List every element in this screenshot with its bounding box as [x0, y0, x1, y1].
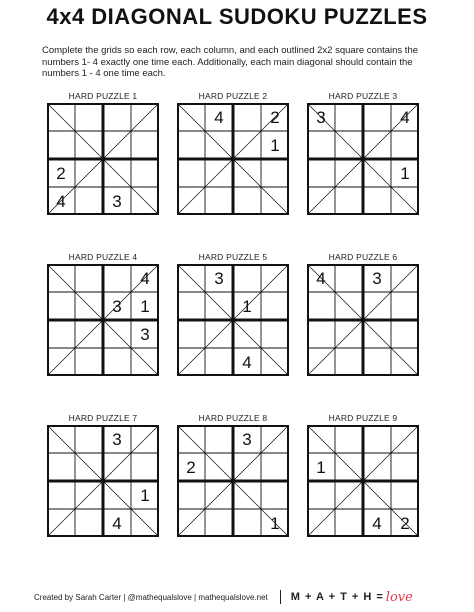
given-number: 1	[140, 297, 150, 316]
puzzle-label: HARD PUZZLE 9	[328, 413, 398, 423]
sudoku-grid	[307, 264, 419, 376]
given-number: 4	[316, 269, 326, 288]
footer-divider	[280, 590, 281, 604]
given-number: 4	[242, 353, 252, 372]
sudoku-grid	[307, 103, 419, 215]
given-number: 3	[140, 325, 150, 344]
sudoku-grid	[177, 425, 289, 537]
puzzle-6	[307, 252, 419, 376]
sudoku-grid	[177, 264, 289, 376]
footer-brand: M + A + T + H =	[290, 591, 384, 603]
given-number: 1	[270, 514, 280, 533]
puzzle-2	[177, 91, 289, 215]
puzzle-8	[177, 413, 289, 537]
given-number: 3	[112, 297, 122, 316]
given-number: 3	[242, 430, 252, 449]
puzzle-label: HARD PUZZLE 2	[198, 91, 268, 101]
given-number: 4	[56, 192, 66, 211]
sudoku-grid	[307, 425, 419, 537]
given-number: 3	[112, 192, 122, 211]
footer-brand-love: love	[385, 589, 413, 605]
puzzle-label: HARD PUZZLE 6	[328, 252, 398, 262]
given-number: 1	[400, 164, 410, 183]
sudoku-grid	[47, 103, 159, 215]
instructions: Complete the grids so each row, each column, and each outlined 2x2 square contains the numbers 1- 4 exactly one time each. Additionally, each main diagonal should contain the numbers 1 - 4 one time each.	[42, 45, 419, 79]
puzzle-9	[307, 413, 419, 537]
puzzle-label: HARD PUZZLE 4	[68, 252, 138, 262]
puzzle-label: HARD PUZZLE 8	[198, 413, 268, 423]
given-number: 4	[372, 514, 382, 533]
puzzle-4	[47, 252, 159, 376]
puzzle-label: HARD PUZZLE 1	[68, 91, 138, 101]
puzzle-label: HARD PUZZLE 7	[68, 413, 138, 423]
given-number: 1	[270, 136, 280, 155]
puzzle-label: HARD PUZZLE 3	[328, 91, 398, 101]
puzzle-3	[307, 91, 419, 215]
given-number: 2	[56, 164, 66, 183]
footer-credit: Created by Sarah Carter | @mathequalslove | mathequalslove.net	[34, 592, 268, 602]
puzzle-5	[177, 252, 289, 376]
puzzle-label: HARD PUZZLE 5	[198, 252, 268, 262]
given-number: 4	[140, 269, 150, 288]
given-number: 3	[112, 430, 122, 449]
given-number: 2	[186, 458, 196, 477]
given-number: 4	[112, 514, 122, 533]
given-number: 3	[316, 108, 326, 127]
given-number: 3	[214, 269, 224, 288]
given-number: 4	[214, 108, 224, 127]
given-number: 1	[140, 486, 150, 505]
given-number: 1	[316, 458, 326, 477]
footer	[34, 590, 444, 604]
sudoku-grid	[47, 425, 159, 537]
given-number: 4	[400, 108, 410, 127]
given-number: 2	[270, 108, 280, 127]
sudoku-grid	[177, 103, 289, 215]
given-number: 3	[372, 269, 382, 288]
given-number: 1	[242, 297, 252, 316]
sudoku-grid	[47, 264, 159, 376]
given-number: 2	[400, 514, 410, 533]
puzzle-1	[47, 91, 159, 215]
page-title: 4x4 DIAGONAL SUDOKU PUZZLES	[46, 4, 428, 29]
puzzle-7	[47, 413, 159, 537]
